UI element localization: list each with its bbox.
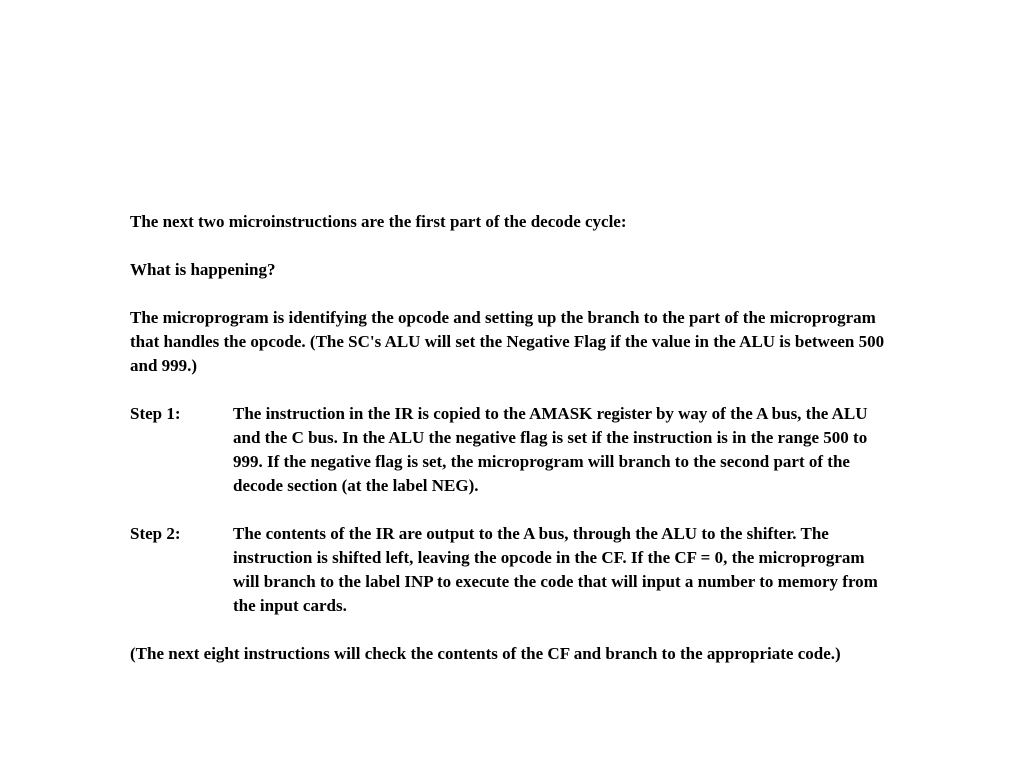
- intro-text: The next two microinstructions are the first part of the decode cycle:: [130, 212, 627, 231]
- question-heading: What is happening?: [130, 260, 276, 279]
- document-body: [130, 210, 890, 666]
- answer-paragraph: The microprogram is identifying the opcode and setting up the branch to the part of the microprogram that handles the opcode. (The SC's ALU will set the Negative Flag if the value in the ALU is between 500 and 999.): [130, 308, 885, 375]
- step-2-text: The contents of the IR are output to the A bus, through the ALU to the shifter. The instruction is shifted left, leaving the opcode in the CF. If the CF = 0, the microprogram will branch to the label INP to execute the code that will input a number to memory from the input cards.: [233, 524, 878, 615]
- closing-note: (The next eight instructions will check the contents of the CF and branch to the appropriate code.): [130, 644, 841, 663]
- step-2-label: Step 2:: [130, 524, 181, 543]
- step-1-text: The instruction in the IR is copied to the AMASK register by way of the A bus, the ALU and the C bus. In the ALU the negative flag is set if the instruction is in the range 500 to 999. If the negative flag is set, the microprogram will branch to the second part of the decode section (at the label NEG).: [233, 404, 868, 495]
- step-1: [130, 402, 890, 498]
- step-2: [130, 522, 890, 618]
- step-1-label: Step 1:: [130, 404, 181, 423]
